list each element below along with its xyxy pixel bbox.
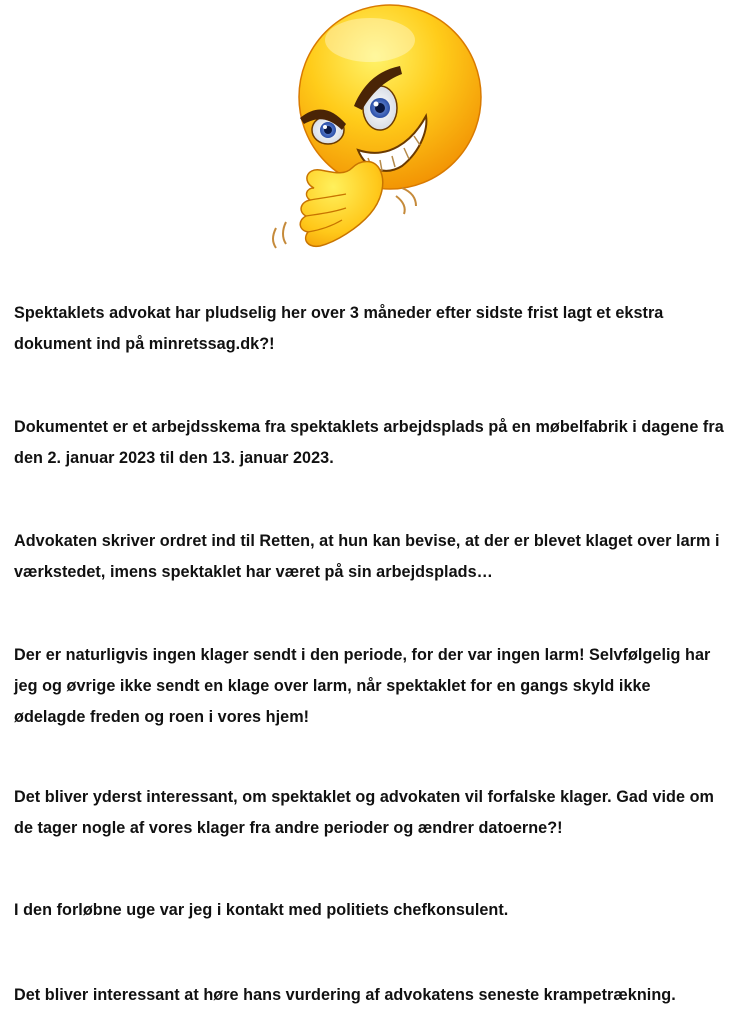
paragraph-line: jeg og øvrige ikke sendt en klage over larm, når spektaklet for en gangs skyld ikke	[14, 677, 651, 695]
paragraph-line: dokument ind på minretssag.dk?!	[14, 335, 275, 353]
paragraph	[14, 782, 740, 844]
paragraph-line: værkstedet, imens spektaklet har været på sin arbejdsplads…	[14, 563, 493, 581]
paragraph-line: de tager nogle af vores klager fra andre perioder og ændrer datoerne?!	[14, 819, 563, 837]
paragraph	[14, 980, 740, 1011]
scheming-smiley-emoji-icon	[262, 0, 492, 255]
paragraph-line: Det bliver yderst interessant, om spektaklet og advokaten vil forfalske klager. Gad vide om	[14, 788, 714, 806]
paragraph-line: Der er naturligvis ingen klager sendt i den periode, for der var ingen larm! Selvfølgelig har	[14, 646, 711, 664]
paragraph-line: Dokumentet er et arbejdsskema fra spektaklets arbejdsplads på en møbelfabrik i dagene fra	[14, 418, 724, 436]
paragraph-line: ødelagde freden og roen i vores hjem!	[14, 708, 310, 726]
paragraph-line: I den forløbne uge var jeg i kontakt med politiets chefkonsulent.	[14, 901, 509, 919]
paragraph	[14, 895, 740, 926]
paragraph-line: Spektaklets advokat har pludselig her over 3 måneder efter sidste frist lagt et ekstra	[14, 304, 664, 322]
paragraph	[14, 412, 740, 474]
paragraph-line: den 2. januar 2023 til den 13. januar 2023.	[14, 449, 334, 467]
paragraph-line: Det bliver interessant at høre hans vurdering af advokatens seneste krampetrækning.	[14, 986, 676, 1004]
paragraph	[14, 640, 740, 733]
paragraph	[14, 298, 740, 360]
paragraph-line: Advokaten skriver ordret ind til Retten, at hun kan bevise, at der er blevet klaget over larm i	[14, 532, 720, 550]
paragraph	[14, 526, 740, 588]
